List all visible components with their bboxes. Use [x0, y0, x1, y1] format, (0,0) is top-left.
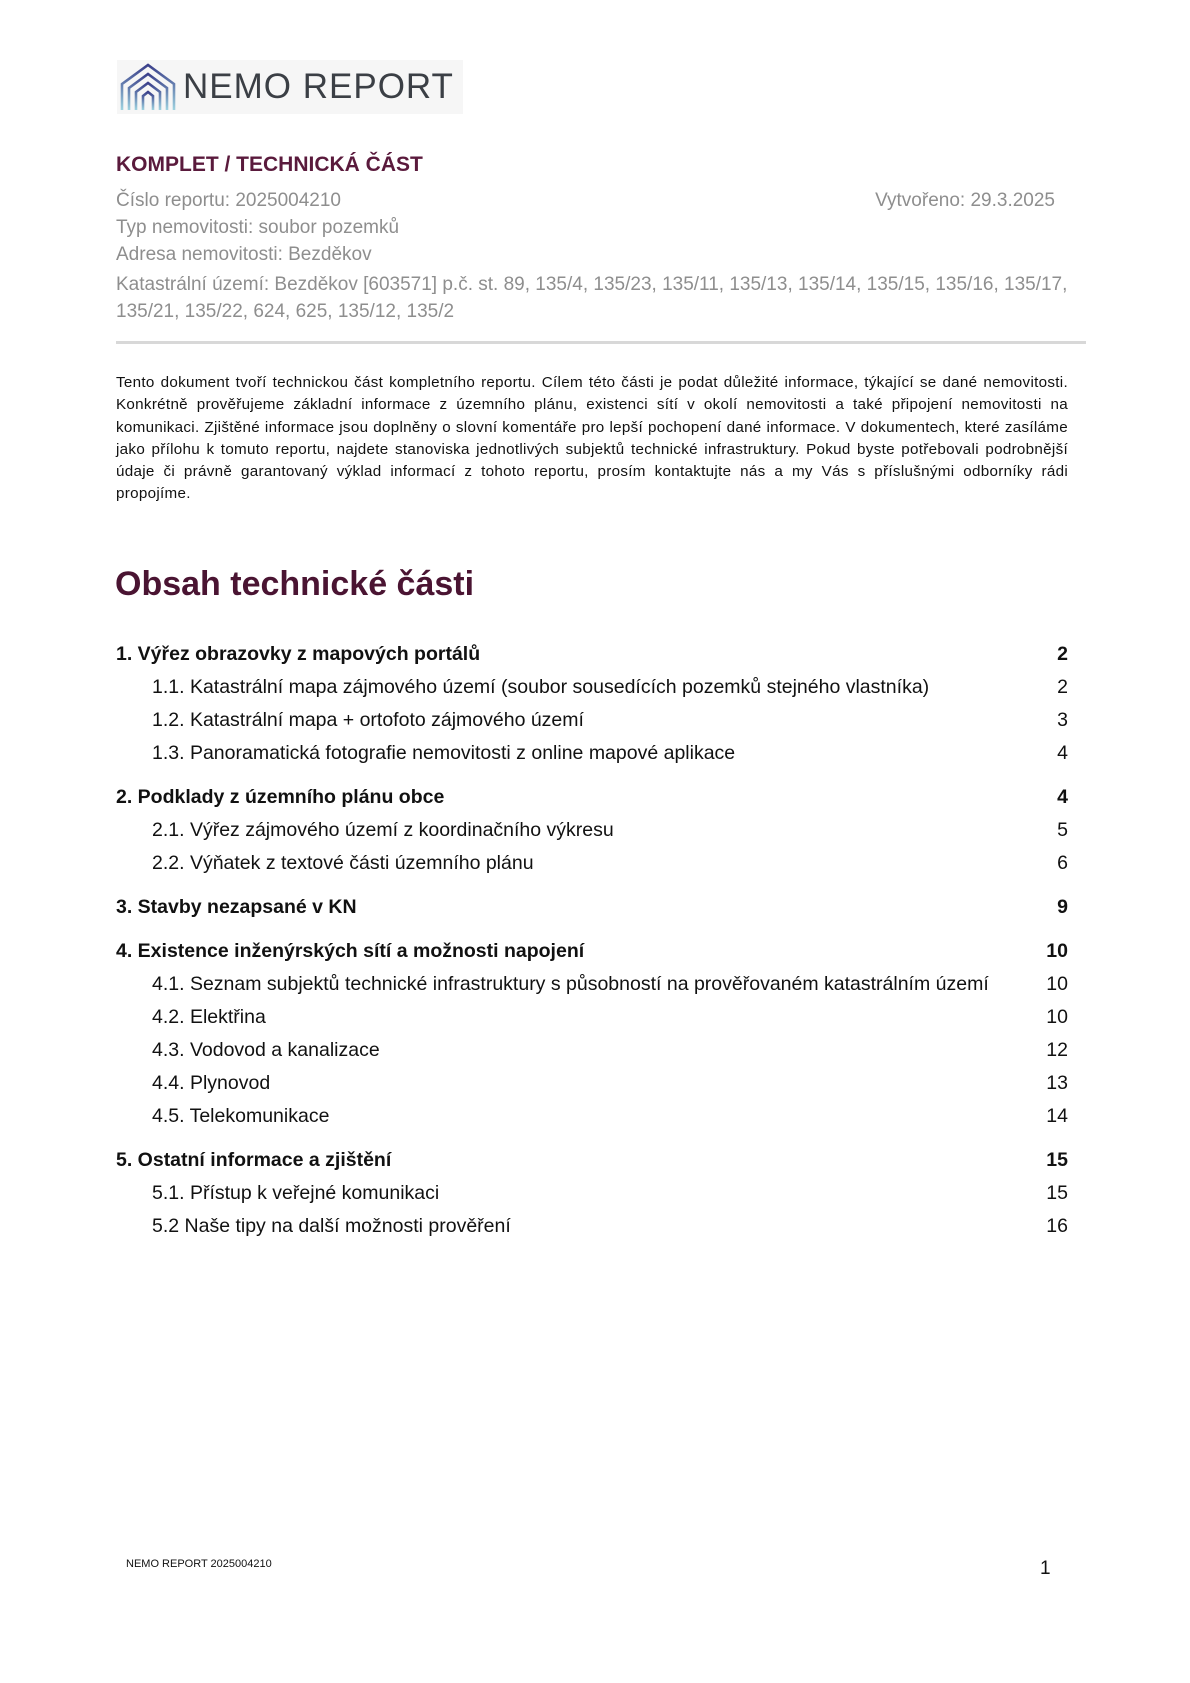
- toc-subsection-entry[interactable]: [116, 852, 1068, 885]
- toc-entry-label: 4.1. Seznam subjektů technické infrastruktury s působností na prověřovaném katastrálním území: [152, 973, 989, 995]
- report-number: Číslo reportu: 2025004210: [116, 190, 341, 211]
- toc-entry-label: 5.2 Naše tipy na další možnosti prověření: [152, 1215, 511, 1237]
- toc-entry-page: 15: [1046, 1182, 1068, 1204]
- toc-section: [116, 786, 1068, 885]
- toc-entry-page: 6: [1057, 852, 1068, 874]
- toc-entry-label: 1.3. Panoramatická fotografie nemovitosti z online mapové aplikace: [152, 742, 736, 764]
- footer-report-id: NEMO REPORT 2025004210: [126, 1558, 272, 1570]
- toc-entry-page: 2: [1057, 643, 1068, 665]
- toc-subsection-entry[interactable]: [116, 1182, 1068, 1215]
- toc-entry-page: 3: [1057, 709, 1068, 731]
- toc-section: [116, 896, 1068, 929]
- toc-section-entry[interactable]: [116, 896, 1068, 929]
- table-of-contents: [116, 643, 1068, 1259]
- toc-entry-page: 4: [1057, 786, 1068, 808]
- toc-entry-label: 1. Výřez obrazovky z mapových portálů: [116, 643, 481, 665]
- cadastral-territory: Katastrální území: Bezděkov [603571] p.č. st. 89, 135/4, 135/23, 135/11, 135/13, 135/14, 135/15, 135/16, 135/17, 135/21, 135/22, 624, 625, 135/12, 135/2: [116, 274, 1068, 322]
- toc-entry-label: 4. Existence inženýrských sítí a možnosti napojení: [116, 940, 585, 962]
- toc-subsection-entry[interactable]: [116, 1072, 1068, 1105]
- divider: [116, 341, 1086, 344]
- toc-section-entry[interactable]: [116, 643, 1068, 676]
- toc-section: [116, 643, 1068, 775]
- toc-entry-label: 1.1. Katastrální mapa zájmového území (soubor sousedících pozemků stejného vlastníka): [152, 676, 930, 698]
- toc-entry-page: 13: [1046, 1072, 1068, 1094]
- toc-subsection-entry[interactable]: [116, 709, 1068, 742]
- toc-entry-label: 5. Ostatní informace a zjištění: [116, 1149, 392, 1171]
- toc-entry-page: 12: [1046, 1039, 1068, 1061]
- toc-section: [116, 940, 1068, 1138]
- report-title: KOMPLET / TECHNICKÁ ČÁST: [116, 153, 423, 176]
- toc-entry-page: 16: [1046, 1215, 1068, 1237]
- toc-section-entry[interactable]: [116, 1149, 1068, 1182]
- toc-entry-label: 1.2. Katastrální mapa + ortofoto zájmového území: [152, 709, 584, 731]
- toc-entry-page: 10: [1046, 940, 1068, 962]
- toc-subsection-entry[interactable]: [116, 1006, 1068, 1039]
- toc-entry-label: 4.3. Vodovod a kanalizace: [152, 1039, 380, 1061]
- logo-text: NEMO REPORT: [183, 67, 454, 106]
- toc-entry-page: 10: [1046, 1006, 1068, 1028]
- toc-title: Obsah technické části: [115, 565, 475, 603]
- toc-subsection-entry[interactable]: [116, 742, 1068, 775]
- toc-entry-label: 2.2. Výňatek z textové části územního plánu: [152, 852, 534, 874]
- toc-entry-page: 10: [1046, 973, 1068, 995]
- toc-section-entry[interactable]: [116, 786, 1068, 819]
- toc-entry-label: 4.4. Plynovod: [152, 1072, 271, 1094]
- toc-entry-page: 14: [1046, 1105, 1068, 1127]
- intro-paragraph: Tento dokument tvoří technickou část kompletního reportu. Cílem této části je podat důležité informace, týkající se dané nemovitosti. Konkrétně prověřujeme základní informace z územního plánu, existenci sítí v okolí nemovitosti a také připojení nemovitosti na komunikaci. Zjištěné informace jsou doplněny o slovní komentáře pro lepší pochopení dané informace. V dokumentech, které zasíláme jako přílohu k tomuto reportu, najdete stanoviska jednotlivých subjektů technické infrastruktury. Pokud byste potřebovali podrobnější údaje či právně garantovaný výklad informací z tohoto reportu, prosím kontaktujte nás a my Vás s příslušnými odborníky rádi propojíme.: [116, 374, 1068, 503]
- toc-subsection-entry[interactable]: [116, 1039, 1068, 1072]
- toc-subsection-entry[interactable]: [116, 973, 1068, 1006]
- toc-entry-label: 5.1. Přístup k veřejné komunikaci: [152, 1182, 440, 1204]
- toc-entry-page: 9: [1057, 896, 1068, 918]
- toc-section-entry[interactable]: [116, 940, 1068, 973]
- logo: [117, 60, 463, 114]
- toc-subsection-entry[interactable]: [116, 819, 1068, 852]
- toc-entry-label: 4.5. Telekomunikace: [152, 1105, 330, 1127]
- property-type: Typ nemovitosti: soubor pozemků: [116, 217, 400, 238]
- toc-subsection-entry[interactable]: [116, 1105, 1068, 1138]
- toc-entry-page: 5: [1057, 819, 1068, 841]
- toc-subsection-entry[interactable]: [116, 1215, 1068, 1248]
- property-address: Adresa nemovitosti: Bezděkov: [116, 244, 372, 265]
- toc-entry-label: 3. Stavby nezapsané v KN: [116, 896, 357, 918]
- page-number: 1: [1040, 1558, 1051, 1579]
- toc-entry-page: 2: [1057, 676, 1068, 698]
- toc-subsection-entry[interactable]: [116, 676, 1068, 709]
- created-date: Vytvořeno: 29.3.2025: [875, 190, 1055, 211]
- toc-entry-label: 2. Podklady z územního plánu obce: [116, 786, 445, 808]
- toc-entry-page: 15: [1046, 1149, 1068, 1171]
- toc-entry-page: 4: [1057, 742, 1068, 764]
- house-lines-icon: [119, 62, 177, 112]
- toc-entry-label: 2.1. Výřez zájmového území z koordinačního výkresu: [152, 819, 614, 841]
- toc-section: [116, 1149, 1068, 1248]
- toc-entry-label: 4.2. Elektřina: [152, 1006, 266, 1028]
